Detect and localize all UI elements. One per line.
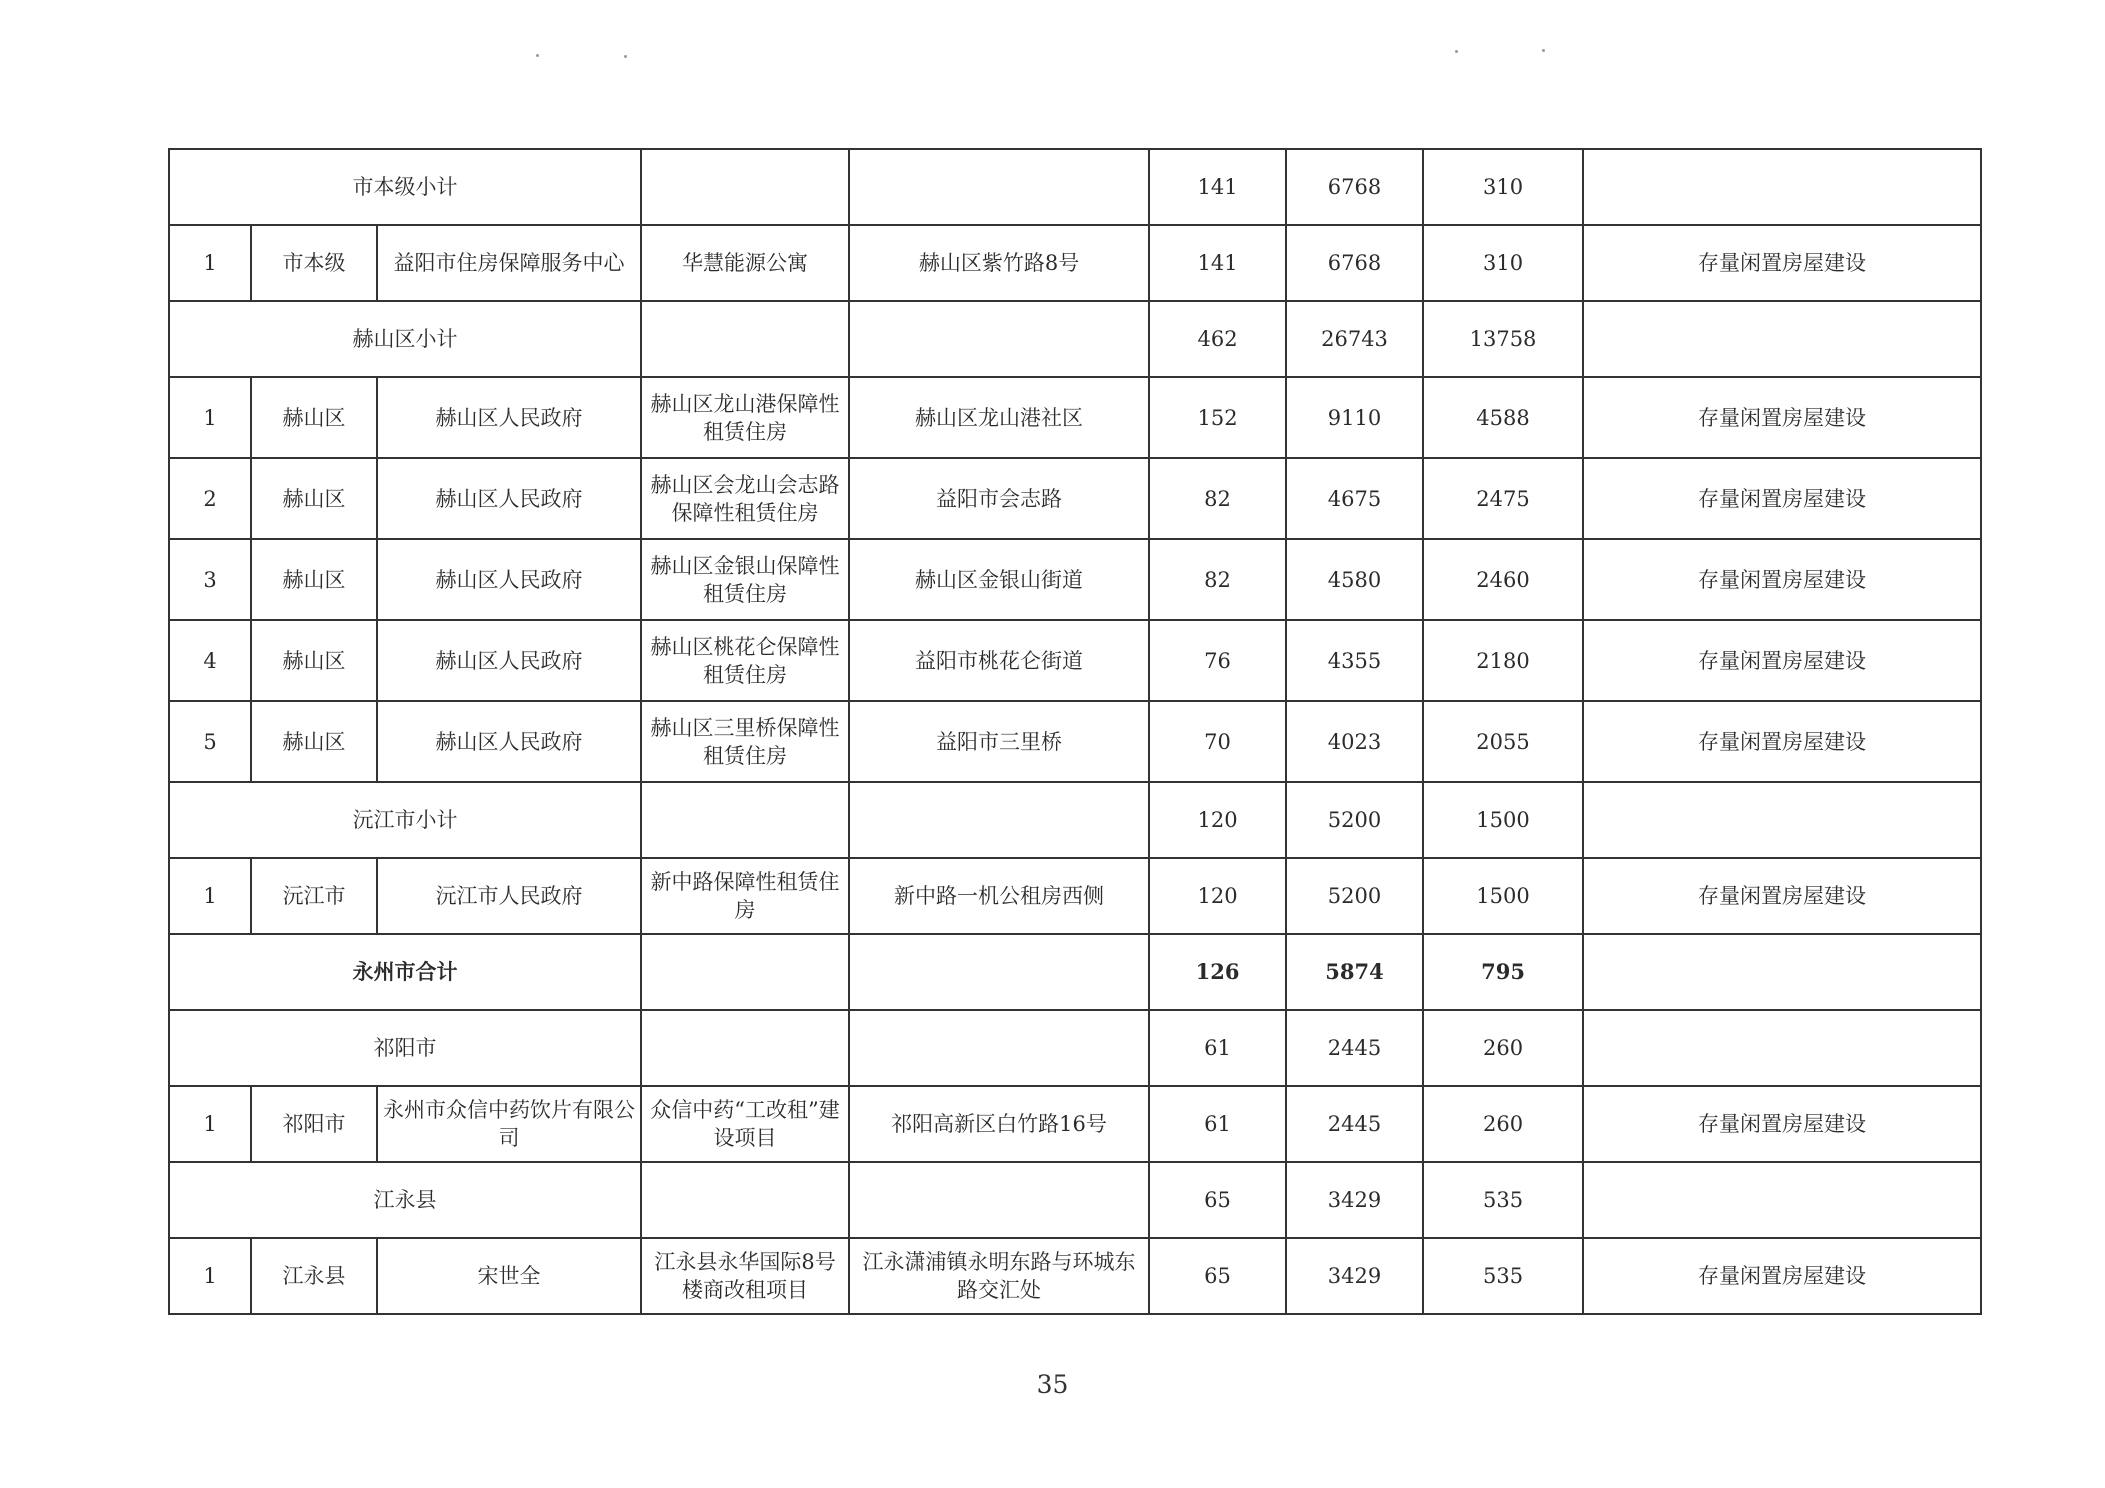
area-cell: 6768 [1286, 149, 1423, 225]
units-cell: 65 [1149, 1238, 1286, 1314]
project-row [169, 620, 1981, 701]
amount-cell: 1500 [1423, 782, 1583, 858]
subtotal-row [169, 1010, 1981, 1086]
units-cell: 61 [1149, 1086, 1286, 1162]
project-row [169, 225, 1981, 301]
amount-cell: 4588 [1423, 377, 1583, 458]
location-cell [849, 149, 1149, 225]
area-cell: 2445 [1286, 1086, 1423, 1162]
subtotal-label-cell: 江永县 [169, 1162, 641, 1238]
location-cell: 祁阳高新区白竹路16号 [849, 1086, 1149, 1162]
units-cell: 152 [1149, 377, 1286, 458]
project-name-cell [641, 1162, 849, 1238]
units-cell: 70 [1149, 701, 1286, 782]
project-name-cell: 新中路保障性租赁住房 [641, 858, 849, 934]
construction-method-cell [1583, 782, 1981, 858]
construction-method-cell [1583, 301, 1981, 377]
units-cell: 82 [1149, 458, 1286, 539]
owner-cell: 宋世全 [377, 1238, 641, 1314]
project-row [169, 377, 1981, 458]
scan-speck [624, 55, 627, 58]
region-cell: 赫山区 [251, 539, 377, 620]
amount-cell: 535 [1423, 1238, 1583, 1314]
region-cell: 沅江市 [251, 858, 377, 934]
subtotal-label-cell: 永州市合计 [169, 934, 641, 1010]
construction-method-cell: 存量闲置房屋建设 [1583, 539, 1981, 620]
units-cell: 126 [1149, 934, 1286, 1010]
units-cell: 65 [1149, 1162, 1286, 1238]
location-cell: 益阳市三里桥 [849, 701, 1149, 782]
area-cell: 3429 [1286, 1238, 1423, 1314]
amount-cell: 795 [1423, 934, 1583, 1010]
housing-project-table-sheet [168, 148, 1980, 1315]
units-cell: 61 [1149, 1010, 1286, 1086]
construction-method-cell: 存量闲置房屋建设 [1583, 458, 1981, 539]
units-cell: 462 [1149, 301, 1286, 377]
construction-method-cell: 存量闲置房屋建设 [1583, 1086, 1981, 1162]
subtotal-label-cell: 市本级小计 [169, 149, 641, 225]
owner-cell: 益阳市住房保障服务中心 [377, 225, 641, 301]
region-cell: 赫山区 [251, 701, 377, 782]
amount-cell: 310 [1423, 149, 1583, 225]
region-cell: 江永县 [251, 1238, 377, 1314]
construction-method-cell: 存量闲置房屋建设 [1583, 377, 1981, 458]
scan-speck [1455, 50, 1458, 53]
location-cell [849, 301, 1149, 377]
area-cell: 26743 [1286, 301, 1423, 377]
construction-method-cell [1583, 1162, 1981, 1238]
area-cell: 6768 [1286, 225, 1423, 301]
serial-number-cell: 2 [169, 458, 251, 539]
project-name-cell: 众信中药“工改租”建设项目 [641, 1086, 849, 1162]
project-row [169, 1086, 1981, 1162]
units-cell: 82 [1149, 539, 1286, 620]
region-cell: 祁阳市 [251, 1086, 377, 1162]
construction-method-cell: 存量闲置房屋建设 [1583, 1238, 1981, 1314]
project-row [169, 539, 1981, 620]
project-name-cell [641, 782, 849, 858]
serial-number-cell: 1 [169, 1086, 251, 1162]
location-cell [849, 782, 1149, 858]
owner-cell: 赫山区人民政府 [377, 458, 641, 539]
owner-cell: 永州市众信中药饮片有限公司 [377, 1086, 641, 1162]
construction-method-cell: 存量闲置房屋建设 [1583, 701, 1981, 782]
area-cell: 4023 [1286, 701, 1423, 782]
project-row [169, 858, 1981, 934]
location-cell: 赫山区紫竹路8号 [849, 225, 1149, 301]
units-cell: 141 [1149, 149, 1286, 225]
units-cell: 141 [1149, 225, 1286, 301]
project-name-cell: 赫山区金银山保障性租赁住房 [641, 539, 849, 620]
project-name-cell: 赫山区三里桥保障性租赁住房 [641, 701, 849, 782]
construction-method-cell: 存量闲置房屋建设 [1583, 225, 1981, 301]
serial-number-cell: 1 [169, 377, 251, 458]
project-name-cell: 赫山区龙山港保障性租赁住房 [641, 377, 849, 458]
owner-cell: 沅江市人民政府 [377, 858, 641, 934]
page-number: 35 [1036, 1370, 1069, 1399]
area-cell: 9110 [1286, 377, 1423, 458]
owner-cell: 赫山区人民政府 [377, 539, 641, 620]
location-cell: 新中路一机公租房西侧 [849, 858, 1149, 934]
area-cell: 2445 [1286, 1010, 1423, 1086]
subtotal-row [169, 301, 1981, 377]
project-name-cell: 赫山区桃花仑保障性租赁住房 [641, 620, 849, 701]
project-name-cell: 江永县永华国际8号楼商改租项目 [641, 1238, 849, 1314]
location-cell [849, 1162, 1149, 1238]
amount-cell: 2460 [1423, 539, 1583, 620]
serial-number-cell: 1 [169, 858, 251, 934]
amount-cell: 2180 [1423, 620, 1583, 701]
serial-number-cell: 1 [169, 225, 251, 301]
serial-number-cell: 5 [169, 701, 251, 782]
serial-number-cell: 1 [169, 1238, 251, 1314]
subtotal-label-cell: 祁阳市 [169, 1010, 641, 1086]
scan-speck [536, 54, 539, 57]
owner-cell: 赫山区人民政府 [377, 701, 641, 782]
area-cell: 3429 [1286, 1162, 1423, 1238]
subtotal-row [169, 1162, 1981, 1238]
amount-cell: 1500 [1423, 858, 1583, 934]
project-name-cell: 华慧能源公寓 [641, 225, 849, 301]
location-cell: 江永潇浦镇永明东路与环城东路交汇处 [849, 1238, 1149, 1314]
area-cell: 4355 [1286, 620, 1423, 701]
amount-cell: 13758 [1423, 301, 1583, 377]
area-cell: 5874 [1286, 934, 1423, 1010]
amount-cell: 260 [1423, 1010, 1583, 1086]
units-cell: 76 [1149, 620, 1286, 701]
area-cell: 4675 [1286, 458, 1423, 539]
units-cell: 120 [1149, 858, 1286, 934]
area-cell: 5200 [1286, 782, 1423, 858]
area-cell: 4580 [1286, 539, 1423, 620]
location-cell [849, 1010, 1149, 1086]
project-row [169, 1238, 1981, 1314]
project-name-cell [641, 149, 849, 225]
region-cell: 赫山区 [251, 620, 377, 701]
project-name-cell: 赫山区会龙山会志路保障性租赁住房 [641, 458, 849, 539]
location-cell: 赫山区金银山街道 [849, 539, 1149, 620]
location-cell: 益阳市桃花仑街道 [849, 620, 1149, 701]
subtotal-row [169, 782, 1981, 858]
owner-cell: 赫山区人民政府 [377, 620, 641, 701]
owner-cell: 赫山区人民政府 [377, 377, 641, 458]
table-body [169, 149, 1981, 1314]
construction-method-cell [1583, 149, 1981, 225]
subtotal-label-cell: 赫山区小计 [169, 301, 641, 377]
amount-cell: 535 [1423, 1162, 1583, 1238]
amount-cell: 260 [1423, 1086, 1583, 1162]
amount-cell: 2055 [1423, 701, 1583, 782]
scan-speck [1542, 49, 1545, 52]
project-name-cell [641, 934, 849, 1010]
amount-cell: 310 [1423, 225, 1583, 301]
location-cell: 赫山区龙山港社区 [849, 377, 1149, 458]
construction-method-cell: 存量闲置房屋建设 [1583, 858, 1981, 934]
construction-method-cell [1583, 1010, 1981, 1086]
area-cell: 5200 [1286, 858, 1423, 934]
location-cell: 益阳市会志路 [849, 458, 1149, 539]
construction-method-cell: 存量闲置房屋建设 [1583, 620, 1981, 701]
amount-cell: 2475 [1423, 458, 1583, 539]
project-row [169, 458, 1981, 539]
region-cell: 赫山区 [251, 377, 377, 458]
serial-number-cell: 4 [169, 620, 251, 701]
subtotal-row [169, 934, 1981, 1010]
project-name-cell [641, 301, 849, 377]
location-cell [849, 934, 1149, 1010]
subtotal-row [169, 149, 1981, 225]
units-cell: 120 [1149, 782, 1286, 858]
region-cell: 赫山区 [251, 458, 377, 539]
project-name-cell [641, 1010, 849, 1086]
project-row [169, 701, 1981, 782]
serial-number-cell: 3 [169, 539, 251, 620]
housing-project-table [168, 148, 1982, 1315]
construction-method-cell [1583, 934, 1981, 1010]
subtotal-label-cell: 沅江市小计 [169, 782, 641, 858]
region-cell: 市本级 [251, 225, 377, 301]
